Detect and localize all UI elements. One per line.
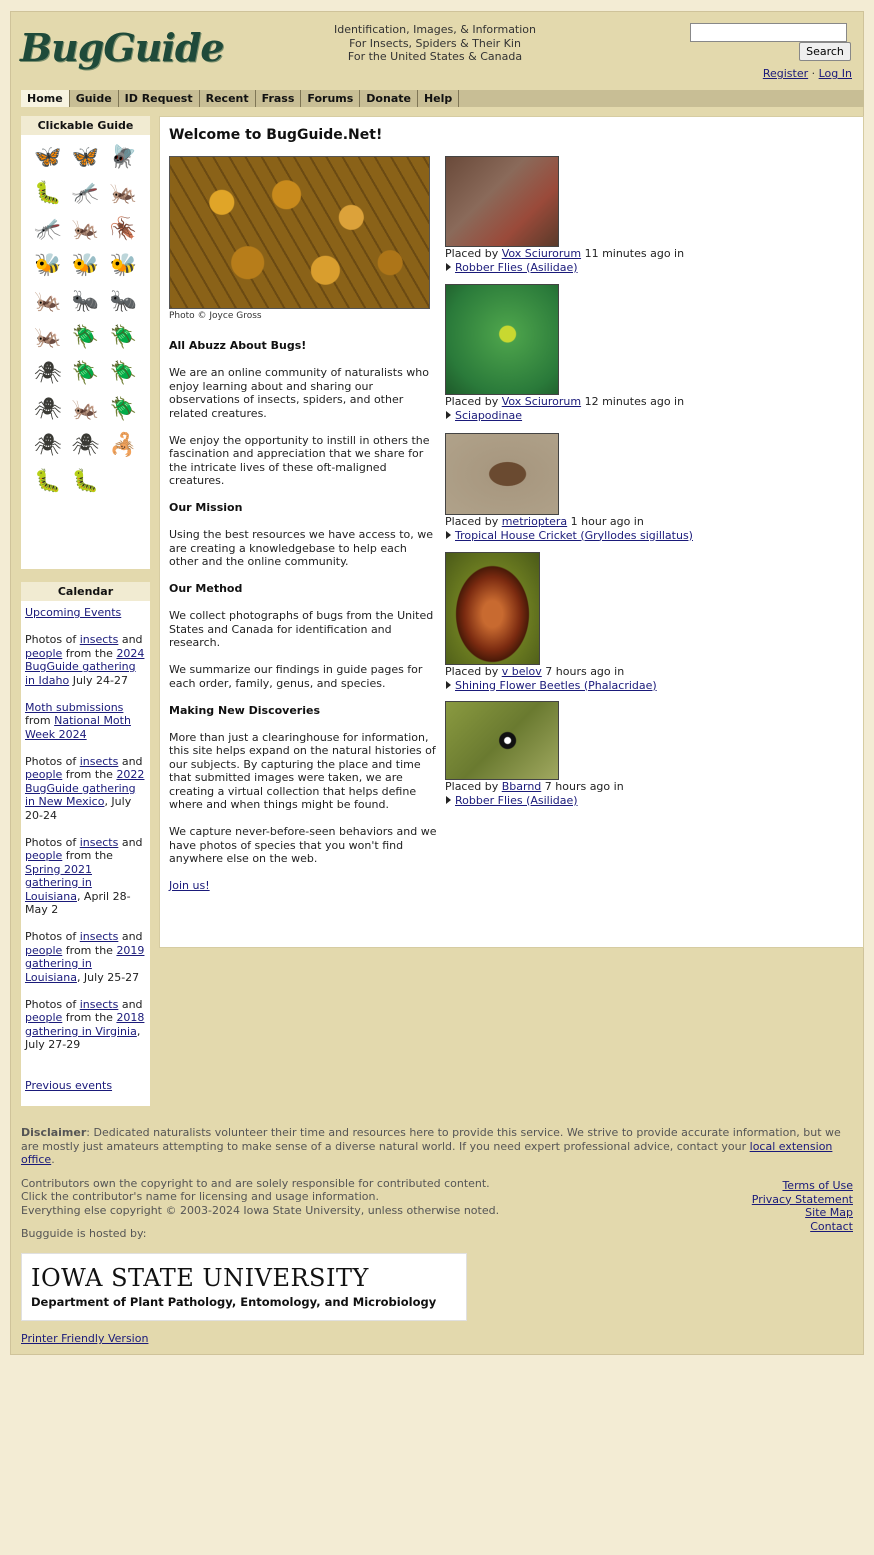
paragraph: We enjoy the opportunity to instill in others the fascination and appreciation that we share for the intricate lives of these oft-maligned creatures. — [169, 433, 430, 487]
nav-donate[interactable]: Donate — [360, 90, 418, 107]
expand-arrow-icon[interactable] — [446, 263, 451, 271]
calendar-body — [21, 601, 150, 1111]
copyright-line: Contributors own the copyright to and are solely responsible for contributed content. — [21, 1176, 490, 1190]
cal-text: Photos of — [25, 835, 80, 849]
people-link[interactable]: people — [25, 1011, 63, 1024]
dragonfly-icon[interactable]: 🦗 — [109, 181, 137, 206]
iowa-state-logo[interactable] — [21, 1253, 467, 1321]
recent-user-link[interactable]: Bbarnd — [501, 780, 542, 793]
cal-text: and — [118, 754, 143, 768]
recent-user-link[interactable]: v belov — [501, 665, 542, 678]
disclaimer-period: . — [51, 1153, 55, 1166]
recent-taxon-link[interactable]: Shining Flower Beetles (Phalacridae) — [455, 678, 657, 692]
auth-links — [763, 67, 852, 80]
spider-icon[interactable]: 🕷 — [33, 361, 62, 386]
gathering-link[interactable]: 2022 BugGuide gathering in New Mexico — [25, 768, 145, 808]
isu-department: Department of Plant Pathology, Entomology, and Microbiology — [31, 1295, 437, 1309]
recent-user-link[interactable]: Vox Sciurorum — [501, 395, 582, 408]
paragraph: We are an online community of naturalists who enjoy learning about and sharing our observations of insects, spiders, and other related creatures. — [169, 366, 430, 420]
cal-text: from the — [62, 646, 117, 660]
expand-arrow-icon[interactable] — [446, 681, 451, 689]
recent-text: Placed by — [445, 665, 502, 678]
expand-arrow-icon[interactable] — [446, 796, 451, 804]
register-link[interactable]: Register — [762, 67, 809, 80]
recent-taxon-link[interactable]: Sciapodinae — [455, 408, 523, 422]
recent-text: 11 minutes ago in — [581, 247, 685, 260]
insects-link[interactable]: insects — [79, 835, 119, 849]
moth-submissions-link[interactable]: Moth submissions — [25, 700, 124, 714]
disclaimer-text: : Dedicated naturalists volunteer their time and resources here to provide this service. We strive to provide accurate information, but we are mostly just amateurs attempting to make sense of a diverse natural world. If you need expert professional advice, contact your — [21, 1126, 841, 1153]
people-link[interactable]: people — [25, 768, 63, 781]
cal-text: and — [118, 633, 143, 646]
gathering-link[interactable]: 2018 gathering in Virginia — [25, 1011, 145, 1038]
terms-link[interactable]: Terms of Use — [782, 1179, 853, 1192]
cal-text: Photos of — [25, 997, 80, 1011]
recent-taxon-link[interactable]: Robber Flies (Asilidae) — [455, 793, 578, 807]
copyright-line: Everything else copyright © 2003-2024 Iowa State University, unless otherwise noted. — [21, 1203, 500, 1217]
recent-item — [445, 433, 693, 542]
caterpillar-icon[interactable]: 🐛 — [34, 181, 62, 206]
recent-item — [445, 284, 684, 422]
calendar-entry — [25, 633, 146, 687]
recent-user-link[interactable]: Vox Sciurorum — [501, 247, 582, 260]
recent-taxon-link[interactable]: Robber Flies (Asilidae) — [455, 260, 578, 274]
section-heading: All Abuzz About Bugs! — [169, 339, 307, 352]
paragraph: We capture never-before-seen behaviors and we have photos of species that you won't find anywhere else on the web. — [169, 825, 437, 865]
stick-insect-icon[interactable]: 🦗 — [34, 289, 62, 314]
cal-text: and — [118, 835, 143, 849]
mite-icon[interactable]: 🕷 — [33, 433, 62, 458]
calendar-entry — [25, 930, 146, 984]
tagline-line: For Insects, Spiders & Their Kin — [349, 36, 521, 50]
featured-photo-honeybees[interactable] — [169, 156, 430, 309]
cal-text: , July 27-29 — [25, 1024, 141, 1051]
people-link[interactable]: people — [25, 943, 63, 957]
recent-thumbnail[interactable] — [445, 156, 559, 247]
people-link[interactable]: people — [25, 646, 63, 660]
recent-thumbnail[interactable] — [445, 552, 540, 665]
recent-text: Placed by — [445, 515, 502, 528]
paragraph: Using the best resources we have access to, we are creating a knowledgebase to help each other and the online community. — [169, 528, 434, 568]
upcoming-events-link[interactable]: Upcoming Events — [25, 606, 122, 619]
centipede-icon[interactable]: 🐛 — [34, 469, 62, 494]
scorpion-icon[interactable]: 🦂 — [109, 433, 137, 458]
recent-item — [445, 552, 657, 692]
cal-text: from — [25, 714, 55, 727]
disclaimer — [21, 1126, 844, 1167]
recent-thumbnail[interactable] — [445, 701, 559, 780]
footer-links — [752, 1179, 853, 1233]
nav-forums[interactable]: Forums — [301, 90, 360, 107]
nav-help[interactable]: Help — [418, 90, 459, 107]
extension-office-link[interactable]: local extension office — [21, 1139, 833, 1166]
recent-text: Placed by — [445, 780, 502, 793]
page-title: Welcome to BugGuide.Net! — [169, 127, 383, 143]
paragraph: We summarize our findings in guide pages for each order, family, genus, and species. — [169, 663, 423, 690]
wasp-icon[interactable]: 🐝 — [71, 253, 100, 278]
main-nav — [21, 90, 864, 107]
millipede-icon[interactable]: 🐛 — [71, 469, 100, 494]
walkingstick-icon[interactable]: 🦗 — [34, 325, 62, 350]
isu-name: IOWA STATE UNIVERSITY — [31, 1264, 369, 1292]
beetle-icon[interactable]: 🪲 — [71, 361, 100, 386]
contact-link[interactable]: Contact — [810, 1219, 853, 1233]
moth-week-link[interactable]: National Moth Week 2024 — [25, 714, 131, 741]
recent-thumbnail[interactable] — [445, 433, 559, 515]
privacy-link[interactable]: Privacy Statement — [751, 1192, 853, 1206]
recent-user-link[interactable]: metrioptera — [501, 515, 568, 528]
clickable-guide-title: Clickable Guide — [21, 116, 150, 135]
printer-friendly-link[interactable]: Printer Friendly Version — [21, 1332, 149, 1345]
tagline-line: Identification, Images, & Information — [333, 23, 537, 36]
search-button[interactable]: Search — [799, 42, 851, 61]
recent-text: Placed by — [445, 247, 502, 260]
recent-item — [445, 701, 624, 807]
search-input[interactable] — [690, 23, 847, 42]
bee-icon[interactable]: 🐝 — [34, 253, 62, 278]
clickable-guide-box — [21, 116, 150, 569]
insects-link[interactable]: insects — [79, 754, 119, 768]
fly-icon[interactable]: 🪰 — [109, 145, 137, 170]
flea-icon[interactable]: 🪲 — [109, 397, 137, 422]
harvestman-icon[interactable]: 🕷 — [71, 433, 100, 458]
ant-icon[interactable]: 🐜 — [71, 289, 100, 314]
recent-text: 12 minutes ago in — [581, 395, 685, 408]
tick-icon[interactable]: 🕷 — [33, 397, 62, 422]
calendar-entry — [25, 998, 146, 1052]
main-content — [159, 116, 864, 948]
hornet-icon[interactable]: 🐝 — [109, 253, 137, 278]
hosted-by: Bugguide is hosted by: — [21, 1227, 147, 1240]
recent-thumbnail[interactable] — [445, 284, 559, 395]
cal-text: and — [118, 930, 143, 943]
mantis-icon[interactable]: 🦗 — [71, 217, 100, 242]
recent-text: 1 hour ago in — [567, 515, 644, 528]
page-container — [10, 11, 864, 1355]
cal-text: from the — [62, 1011, 117, 1024]
calendar-box — [21, 582, 150, 1106]
gathering-link[interactable]: 2019 gathering in Louisiana — [25, 943, 145, 984]
cal-text: Photos of — [25, 754, 80, 768]
sitemap-link[interactable]: Site Map — [805, 1206, 853, 1219]
nav-recent[interactable]: Recent — [200, 90, 256, 107]
copyright-line: Click the contributor's name for licensing and usage information. — [21, 1190, 379, 1203]
recent-text: 7 hours ago in — [541, 780, 624, 793]
calendar-entry — [25, 755, 146, 823]
bugguide-logo[interactable]: BugGuide — [20, 25, 224, 70]
footer — [21, 1126, 844, 1241]
insects-link[interactable]: insects — [79, 997, 119, 1011]
cicada-icon[interactable]: 🪲 — [71, 325, 100, 350]
login-link[interactable]: Log In — [818, 67, 852, 80]
true-bug-icon[interactable]: 🪲 — [109, 325, 137, 350]
calendar-entry — [25, 701, 146, 742]
recent-taxon-link[interactable]: Tropical House Cricket (Gryllodes sigillatus) — [455, 528, 693, 542]
cal-text: Photos of — [25, 633, 80, 646]
tagline-line: For the United States & Canada — [347, 50, 523, 63]
moth-icon[interactable]: 🦋 — [34, 145, 62, 170]
cal-text: from the — [62, 768, 117, 781]
join-us-link[interactable]: Join us! — [169, 879, 210, 892]
clickable-guide-grid — [21, 135, 150, 505]
section-heading: Our Mission — [169, 501, 243, 514]
disclaimer-label: Disclaimer — [21, 1126, 87, 1139]
section-heading: Making New Discoveries — [169, 703, 321, 717]
insects-link[interactable]: insects — [79, 633, 119, 646]
cal-text: , July 20-24 — [25, 795, 132, 822]
recent-item — [445, 156, 684, 274]
cricket-icon[interactable]: 🦗 — [71, 397, 100, 422]
cal-text: from the — [62, 943, 117, 957]
damselfly-icon[interactable]: 🦟 — [34, 217, 62, 242]
cockroach-icon[interactable]: 🪳 — [109, 217, 137, 242]
nav-frass[interactable]: Frass — [256, 90, 302, 107]
nav-guide[interactable]: Guide — [70, 90, 119, 107]
calendar-title: Calendar — [21, 582, 150, 601]
nav-id-request[interactable]: ID Request — [119, 90, 200, 107]
paragraph: We collect photographs of bugs from the United States and Canada for identification and research. — [169, 609, 434, 649]
cal-text: and — [118, 997, 143, 1011]
paragraph: More than just a clearinghouse for information, this site helps expand on the natural histories of our subjects. By capturing the place and time that submitted images were taken, we are creating a virtual collection that helps define where and when things might be found. — [169, 730, 436, 811]
about-section — [169, 339, 439, 906]
recent-text: 7 hours ago in — [541, 665, 625, 678]
mayfly-icon[interactable]: 🦟 — [71, 181, 100, 206]
ant-icon-2[interactable]: 🐜 — [109, 289, 137, 314]
section-heading: Our Method — [169, 582, 243, 595]
cal-text: , July 25-27 — [76, 970, 140, 984]
previous-events-link[interactable]: Previous events — [25, 1078, 113, 1092]
auth-separator: · — [811, 67, 816, 80]
tagline — [283, 23, 587, 64]
nav-home[interactable]: Home — [21, 90, 70, 107]
gathering-link[interactable]: 2024 BugGuide gathering in Idaho — [25, 646, 145, 687]
cal-text: from the — [62, 849, 113, 862]
cal-text: , April 28-May 2 — [25, 889, 131, 916]
expand-arrow-icon[interactable] — [446, 411, 451, 419]
calendar-entry — [25, 836, 146, 917]
cal-text: July 24-27 — [69, 673, 128, 687]
gathering-link[interactable]: Spring 2021 gathering in Louisiana — [25, 862, 92, 903]
butterfly-icon[interactable]: 🦋 — [71, 145, 100, 170]
weevil-icon[interactable]: 🪲 — [109, 361, 137, 386]
expand-arrow-icon[interactable] — [446, 531, 451, 539]
people-link[interactable]: people — [25, 849, 63, 862]
cal-text: Photos of — [25, 930, 80, 943]
photo-credit: Photo © Joyce Gross — [169, 311, 262, 321]
recent-text: Placed by — [445, 395, 502, 408]
insects-link[interactable]: insects — [79, 930, 119, 943]
